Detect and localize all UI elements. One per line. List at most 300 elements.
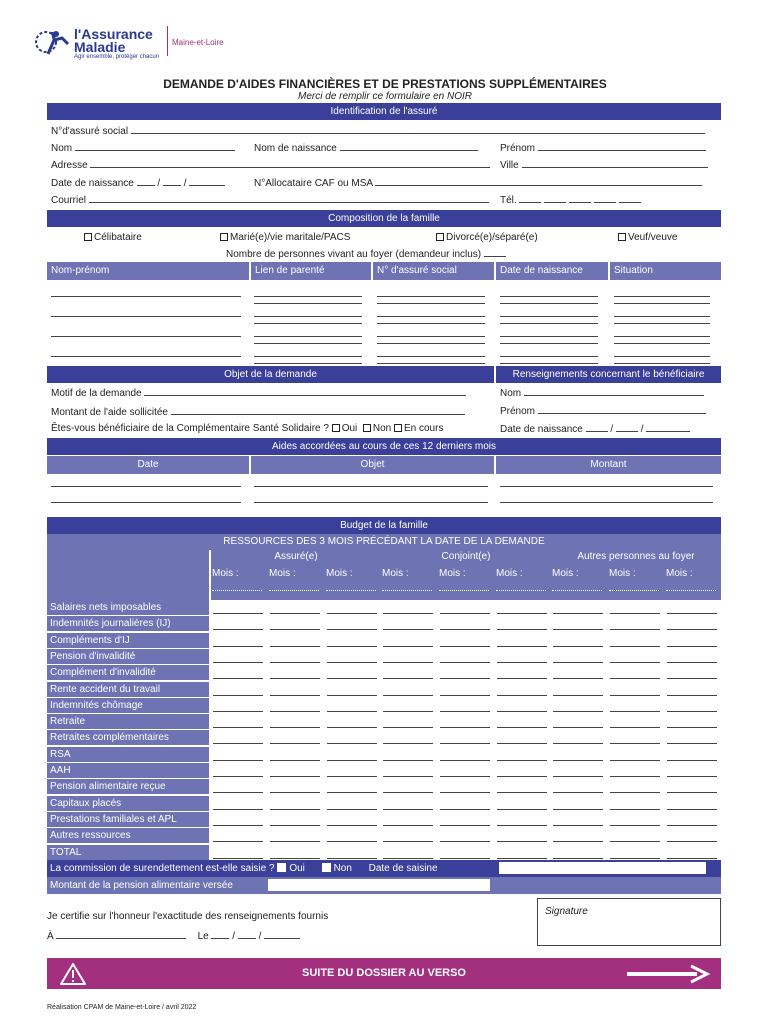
budget-cell-line[interactable]: [497, 760, 547, 761]
budget-cell-line[interactable]: [610, 809, 660, 810]
budget-cell-line[interactable]: [383, 678, 433, 679]
mois-label: Mois :: [552, 568, 579, 579]
marie-option[interactable]: [220, 232, 350, 244]
budget-cell-line[interactable]: [553, 711, 603, 712]
aides-cell-line[interactable]: [254, 486, 488, 487]
budget-cell-line[interactable]: [667, 858, 717, 859]
non-label: Non: [372, 423, 392, 434]
budget-cell-line[interactable]: [270, 825, 320, 826]
budget-cell-line[interactable]: [667, 825, 717, 826]
budget-cell-line[interactable]: [383, 825, 433, 826]
mois-input-line[interactable]: [609, 590, 659, 591]
css-question[interactable]: [51, 423, 443, 435]
budget-cell-line[interactable]: [213, 776, 263, 777]
budget-cell-line[interactable]: [497, 711, 547, 712]
surendettement-label: La commission de surendettement est-elle saisie ?: [50, 863, 275, 874]
aides-cell-line[interactable]: [500, 486, 713, 487]
mois-label: Mois :: [212, 568, 239, 579]
mois-label: Mois :: [439, 568, 466, 579]
group-autres: Autres personnes au foyer: [577, 551, 695, 562]
budget-cell-line[interactable]: [213, 646, 263, 647]
budget-cell-line[interactable]: [383, 613, 433, 614]
budget-cell-line[interactable]: [383, 760, 433, 761]
checkbox-icon[interactable]: [84, 233, 92, 241]
nom-field[interactable]: [51, 142, 235, 155]
famille-cell-line[interactable]: [377, 303, 485, 304]
budget-cell-line[interactable]: [327, 743, 377, 744]
col-num-assure: N° d'assuré social: [373, 262, 494, 280]
budget-cell-line[interactable]: [553, 809, 603, 810]
budget-cell-line[interactable]: [213, 662, 263, 663]
budget-cell-line[interactable]: [667, 629, 717, 630]
celibataire-option[interactable]: [84, 232, 142, 244]
budget-cell-line[interactable]: [553, 792, 603, 793]
budget-cell-line[interactable]: [497, 841, 547, 842]
mois-cell[interactable]: [552, 566, 606, 598]
famille-cell-line[interactable]: [500, 296, 598, 297]
budget-cell-line[interactable]: [667, 727, 717, 728]
budget-cell-line[interactable]: [270, 743, 320, 744]
famille-cell-line[interactable]: [377, 316, 485, 317]
courriel-label: Courriel: [51, 195, 87, 206]
budget-cell-line[interactable]: [497, 743, 547, 744]
budget-cell-line[interactable]: [610, 711, 660, 712]
nb-personnes-field[interactable]: [226, 248, 506, 261]
budget-cell-line[interactable]: [327, 858, 377, 859]
mois-input-line[interactable]: [382, 590, 432, 591]
budget-cell-line[interactable]: [213, 760, 263, 761]
mois-label: Mois :: [382, 568, 409, 579]
mois-input-line[interactable]: [326, 590, 376, 591]
budget-cell-line[interactable]: [213, 678, 263, 679]
motif-field[interactable]: [51, 387, 466, 400]
budget-cell-line[interactable]: [553, 678, 603, 679]
famille-cell-line[interactable]: [614, 316, 710, 317]
num-assure-label: N°d'assuré social: [51, 126, 129, 137]
budget-cell-line[interactable]: [497, 776, 547, 777]
budget-cell-line[interactable]: [610, 841, 660, 842]
budget-cell-line[interactable]: [610, 825, 660, 826]
surendettement-row[interactable]: [47, 860, 721, 877]
famille-cell-line[interactable]: [500, 343, 598, 344]
budget-cell-line[interactable]: [497, 695, 547, 696]
checkbox-icon[interactable]: [618, 233, 626, 241]
budget-cell-line[interactable]: [327, 809, 377, 810]
motif-label: Motif de la demande: [51, 388, 142, 399]
budget-cell-line[interactable]: [610, 695, 660, 696]
montant-field[interactable]: [51, 406, 465, 419]
benef-prenom-field[interactable]: [500, 405, 706, 418]
famille-cell-line[interactable]: [377, 336, 485, 337]
date-sep: /: [232, 931, 236, 942]
budget-cell-line[interactable]: [270, 678, 320, 679]
budget-row-label: Pension d'invalidité: [47, 649, 209, 664]
nb-personnes-label: Nombre de personnes vivant au foyer (demandeur inclus): [226, 249, 482, 260]
budget-cell-line[interactable]: [440, 841, 490, 842]
prenom-field[interactable]: [500, 142, 706, 155]
checkbox-icon[interactable]: [436, 233, 444, 241]
budget-cell-line[interactable]: [610, 727, 660, 728]
pension-versee-label: Montant de la pension alimentaire versée: [50, 880, 233, 891]
budget-cell-line[interactable]: [440, 760, 490, 761]
budget-cell-line[interactable]: [213, 858, 263, 859]
objet-header: Objet de la demande: [47, 366, 494, 383]
budget-cell-line[interactable]: [667, 743, 717, 744]
celibataire-label: Célibataire: [94, 232, 142, 243]
budget-cell-line[interactable]: [610, 662, 660, 663]
budget-cell-line[interactable]: [497, 825, 547, 826]
famille-cell-line[interactable]: [254, 303, 362, 304]
budget-cell-line[interactable]: [383, 695, 433, 696]
budget-cell-line[interactable]: [327, 711, 377, 712]
mois-label: Mois :: [666, 568, 693, 579]
mois-cell[interactable]: [666, 566, 720, 598]
ville-field[interactable]: [500, 159, 708, 172]
budget-cell-line[interactable]: [270, 760, 320, 761]
col-nom-prenom: Nom-prénom: [47, 262, 249, 280]
aides-col-objet: Objet: [251, 456, 494, 474]
checkbox-icon[interactable]: [394, 424, 402, 432]
famille-cell-line[interactable]: [500, 323, 598, 324]
budget-cell-line[interactable]: [497, 662, 547, 663]
budget-cell-line[interactable]: [667, 711, 717, 712]
budget-cell-line[interactable]: [667, 695, 717, 696]
divorce-option[interactable]: [436, 232, 538, 244]
budget-cell-line[interactable]: [610, 792, 660, 793]
famille-cell-line[interactable]: [500, 336, 598, 337]
famille-cell-line[interactable]: [377, 356, 485, 357]
aides-cell-line[interactable]: [500, 502, 713, 503]
budget-cell-line[interactable]: [213, 825, 263, 826]
budget-cell-line[interactable]: [553, 695, 603, 696]
budget-cell-line[interactable]: [213, 711, 263, 712]
budget-cell-line[interactable]: [327, 629, 377, 630]
budget-cell-line[interactable]: [270, 629, 320, 630]
mois-cell[interactable]: [496, 566, 550, 598]
lieu-date-field[interactable]: [47, 930, 300, 943]
brand-line1: l'Assurance: [74, 26, 153, 42]
budget-cell-line[interactable]: [213, 743, 263, 744]
famille-cell-line[interactable]: [254, 323, 362, 324]
budget-cell-line[interactable]: [383, 858, 433, 859]
budget-cell-line[interactable]: [553, 613, 603, 614]
budget-cell-line[interactable]: [213, 727, 263, 728]
tel-field[interactable]: [500, 194, 641, 207]
budget-cell-line[interactable]: [553, 776, 603, 777]
checkbox-icon[interactable]: [332, 424, 340, 432]
budget-cell-line[interactable]: [327, 662, 377, 663]
famille-cell-line[interactable]: [614, 336, 710, 337]
budget-cell-line[interactable]: [327, 727, 377, 728]
famille-cell-line[interactable]: [254, 363, 362, 364]
budget-cell-line[interactable]: [270, 646, 320, 647]
budget-cell-line[interactable]: [327, 646, 377, 647]
mois-input-line[interactable]: [269, 590, 319, 591]
budget-cell-line[interactable]: [610, 629, 660, 630]
ville-label: Ville: [500, 160, 519, 171]
logo: [34, 24, 224, 64]
budget-cell-line[interactable]: [440, 809, 490, 810]
budget-cell-line[interactable]: [553, 825, 603, 826]
surendettement-non: Non: [333, 863, 352, 874]
famille-cell-line[interactable]: [377, 343, 485, 344]
mois-cell[interactable]: [269, 566, 323, 598]
mois-cell[interactable]: [439, 566, 493, 598]
budget-cell-line[interactable]: [440, 678, 490, 679]
allocataire-label: N°Allocataire CAF ou MSA: [254, 178, 373, 189]
adresse-label: Adresse: [51, 160, 88, 171]
budget-cell-line[interactable]: [667, 678, 717, 679]
budget-cell-line[interactable]: [440, 743, 490, 744]
tel-label: Tél.: [500, 195, 517, 206]
beneficiaire-header: Renseignements concernant le bénéficiaire: [496, 366, 721, 383]
mois-cell[interactable]: [609, 566, 663, 598]
checkbox-icon[interactable]: [277, 863, 286, 872]
budget-cell-line[interactable]: [610, 858, 660, 859]
aides-cell-line[interactable]: [51, 486, 241, 487]
mois-input-line[interactable]: [439, 590, 489, 591]
budget-cell-line[interactable]: [667, 776, 717, 777]
budget-cell-line[interactable]: [383, 776, 433, 777]
budget-cell-line[interactable]: [383, 743, 433, 744]
budget-cell-line[interactable]: [440, 711, 490, 712]
budget-cell-line[interactable]: [667, 646, 717, 647]
budget-cell-line[interactable]: [610, 613, 660, 614]
budget-cell-line[interactable]: [440, 792, 490, 793]
le-label: Le: [197, 931, 209, 942]
aides-cell-line[interactable]: [51, 502, 241, 503]
mois-cell[interactable]: [326, 566, 380, 598]
famille-cell-line[interactable]: [51, 336, 241, 337]
budget-cell-line[interactable]: [327, 776, 377, 777]
budget-cell-line[interactable]: [610, 743, 660, 744]
budget-cell-line[interactable]: [440, 825, 490, 826]
col-lien-parente: Lien de parenté: [251, 262, 371, 280]
budget-row-label: Salaires nets imposables: [47, 600, 209, 615]
budget-cell-line[interactable]: [553, 662, 603, 663]
budget-row-label: Complément d'invalidité: [47, 665, 209, 680]
budget-cell-line[interactable]: [383, 711, 433, 712]
budget-cell-line[interactable]: [327, 841, 377, 842]
benef-date-label: Date de naissance: [500, 424, 583, 435]
pension-versee-row[interactable]: [47, 877, 721, 894]
budget-cell-line[interactable]: [213, 809, 263, 810]
budget-cell-line[interactable]: [270, 792, 320, 793]
famille-cell-line[interactable]: [614, 363, 710, 364]
budget-cell-line[interactable]: [440, 646, 490, 647]
aides-cell-line[interactable]: [254, 502, 488, 503]
budget-row-label: Indemnités journalières (IJ): [47, 616, 209, 631]
budget-cell-line[interactable]: [553, 629, 603, 630]
budget-cell-line[interactable]: [553, 727, 603, 728]
budget-cell-line[interactable]: [440, 613, 490, 614]
budget-cell-line[interactable]: [553, 841, 603, 842]
page-title: DEMANDE D'AIDES FINANCIÈRES ET DE PRESTATIONS SUPPLÉMENTAIRES: [163, 77, 607, 91]
budget-cell-line[interactable]: [497, 629, 547, 630]
budget-cell-line[interactable]: [327, 613, 377, 614]
budget-cell-line[interactable]: [553, 858, 603, 859]
region-label: Maine-et-Loire: [172, 38, 224, 47]
budget-cell-line[interactable]: [327, 678, 377, 679]
surendettement-oui: Oui: [289, 863, 305, 874]
budget-cell-line[interactable]: [667, 841, 717, 842]
budget-cell-line[interactable]: [270, 776, 320, 777]
benef-nom-field[interactable]: [500, 387, 704, 400]
mois-label: Mois :: [326, 568, 353, 579]
budget-cell-line[interactable]: [270, 711, 320, 712]
budget-cell-line[interactable]: [213, 792, 263, 793]
famille-cell-line[interactable]: [614, 343, 710, 344]
budget-cell-line[interactable]: [553, 646, 603, 647]
adresse-field[interactable]: [51, 159, 490, 172]
budget-cell-line[interactable]: [270, 662, 320, 663]
css-question-label: Êtes-vous bénéficiaire de la Complémentaire Santé Solidaire ?: [51, 423, 329, 434]
signature-box[interactable]: [537, 898, 721, 946]
budget-corner: [47, 550, 209, 600]
budget-row-label: Retraite: [47, 714, 209, 729]
budget-cell-line[interactable]: [383, 629, 433, 630]
budget-cell-line[interactable]: [610, 760, 660, 761]
checkbox-icon[interactable]: [322, 863, 331, 872]
budget-cell-line[interactable]: [610, 646, 660, 647]
checkbox-icon[interactable]: [220, 233, 228, 241]
mois-label: Mois :: [609, 568, 636, 579]
budget-cell-line[interactable]: [327, 695, 377, 696]
budget-cell-line[interactable]: [270, 613, 320, 614]
budget-cell-line[interactable]: [213, 841, 263, 842]
famille-cell-line[interactable]: [614, 296, 710, 297]
famille-cell-line[interactable]: [500, 363, 598, 364]
budget-cell-line[interactable]: [213, 695, 263, 696]
budget-cell-line[interactable]: [383, 646, 433, 647]
famille-cell-line[interactable]: [254, 343, 362, 344]
benef-nom-label: Nom: [500, 388, 522, 399]
budget-cell-line[interactable]: [497, 727, 547, 728]
budget-cell-line[interactable]: [327, 825, 377, 826]
famille-cell-line[interactable]: [254, 356, 362, 357]
budget-cell-line[interactable]: [270, 727, 320, 728]
budget-cell-line[interactable]: [497, 613, 547, 614]
budget-cell-line[interactable]: [440, 662, 490, 663]
budget-cell-line[interactable]: [667, 613, 717, 614]
nom-naissance-label: Nom de naissance: [254, 143, 337, 154]
mois-cell[interactable]: [382, 566, 436, 598]
budget-cell-line[interactable]: [667, 809, 717, 810]
famille-cell-line[interactable]: [614, 303, 710, 304]
divorce-label: Divorcé(e)/séparé(e): [446, 232, 538, 243]
budget-cell-line[interactable]: [610, 776, 660, 777]
budget-cell-line[interactable]: [383, 792, 433, 793]
aides-col-date: Date: [47, 456, 249, 474]
budget-cell-line[interactable]: [383, 841, 433, 842]
famille-cell-line[interactable]: [51, 356, 241, 357]
budget-cell-line[interactable]: [497, 809, 547, 810]
budget-cell-line[interactable]: [213, 613, 263, 614]
pension-versee-input[interactable]: [268, 879, 490, 891]
famille-cell-line[interactable]: [254, 336, 362, 337]
page-subtitle: Merci de remplir ce formulaire en NOIR: [298, 91, 472, 102]
num-assure-field[interactable]: [51, 125, 705, 138]
budget-row-label: Indemnités chômage: [47, 698, 209, 713]
budget-cell-line[interactable]: [440, 727, 490, 728]
famille-cell-line[interactable]: [500, 316, 598, 317]
suite-verso-banner: [47, 958, 721, 989]
budget-cell-line[interactable]: [270, 695, 320, 696]
budget-cell-line[interactable]: [497, 858, 547, 859]
budget-row-label: AAH: [47, 763, 209, 778]
budget-cell-line[interactable]: [667, 662, 717, 663]
budget-cell-line[interactable]: [383, 662, 433, 663]
budget-cell-line[interactable]: [440, 629, 490, 630]
tagline: Agir ensemble, protéger chacun: [74, 54, 160, 60]
mois-input-line[interactable]: [496, 590, 546, 591]
date-naissance-field[interactable]: [51, 177, 225, 190]
courriel-field[interactable]: [51, 194, 489, 207]
aides-col-montant: Montant: [496, 456, 721, 474]
mois-cell[interactable]: [212, 566, 266, 598]
budget-cell-line[interactable]: [327, 760, 377, 761]
famille-cell-line[interactable]: [614, 323, 710, 324]
budget-cell-line[interactable]: [553, 743, 603, 744]
budget-cell-line[interactable]: [553, 760, 603, 761]
checkbox-icon[interactable]: [363, 424, 371, 432]
famille-cell-line[interactable]: [500, 356, 598, 357]
date-naissance-label: Date de naissance: [51, 178, 134, 189]
mois-input-line[interactable]: [552, 590, 602, 591]
famille-cell-line[interactable]: [254, 296, 362, 297]
budget-cell-line[interactable]: [667, 792, 717, 793]
veuf-label: Veuf/veuve: [628, 232, 678, 243]
famille-cell-line[interactable]: [614, 356, 710, 357]
budget-cell-line[interactable]: [440, 695, 490, 696]
montant-label: Montant de l'aide sollicitée: [51, 407, 168, 418]
budget-cell-line[interactable]: [667, 760, 717, 761]
mois-label: Mois :: [496, 568, 523, 579]
budget-cell-line[interactable]: [440, 858, 490, 859]
famille-cell-line[interactable]: [377, 363, 485, 364]
budget-cell-line[interactable]: [383, 727, 433, 728]
budget-row-label: Autres ressources: [47, 828, 209, 843]
budget-cell-line[interactable]: [383, 809, 433, 810]
nom-naissance-field[interactable]: [254, 142, 478, 155]
budget-cell-line[interactable]: [270, 809, 320, 810]
budget-cell-line[interactable]: [270, 841, 320, 842]
budget-cell-line[interactable]: [497, 646, 547, 647]
famille-cell-line[interactable]: [254, 316, 362, 317]
mois-input-line[interactable]: [212, 590, 262, 591]
budget-header: Budget de la famille: [47, 517, 721, 534]
budget-cell-line[interactable]: [327, 792, 377, 793]
veuf-option[interactable]: [618, 232, 677, 244]
mois-input-line[interactable]: [666, 590, 716, 591]
benef-date-field[interactable]: Date de naissance / /: [500, 423, 690, 436]
budget-cell-line[interactable]: [440, 776, 490, 777]
budget-cell-line[interactable]: [610, 678, 660, 679]
budget-cell-line[interactable]: [497, 792, 547, 793]
budget-cell-line[interactable]: [270, 858, 320, 859]
budget-cell-line[interactable]: [497, 678, 547, 679]
famille-cell-line[interactable]: [500, 303, 598, 304]
date-saisine-input[interactable]: [499, 862, 706, 874]
famille-cell-line[interactable]: [51, 316, 241, 317]
famille-cell-line[interactable]: [377, 296, 485, 297]
identification-header: Identification de l'assuré: [47, 103, 721, 120]
famille-cell-line[interactable]: [377, 323, 485, 324]
allocataire-field[interactable]: [254, 177, 702, 190]
date-sep: /: [157, 178, 161, 189]
famille-cell-line[interactable]: [51, 296, 241, 297]
budget-cell-line[interactable]: [213, 629, 263, 630]
